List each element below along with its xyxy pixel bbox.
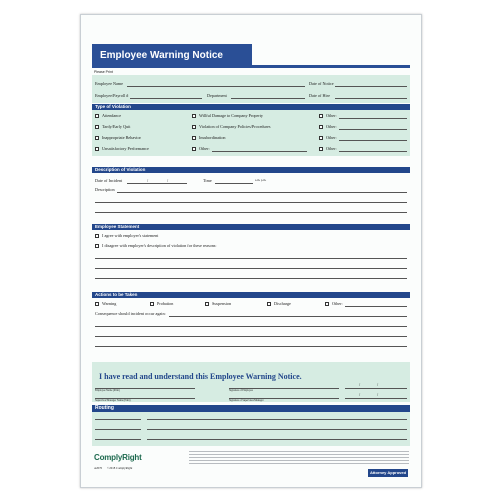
- employee-name-field[interactable]: [127, 86, 305, 87]
- statement-line-3[interactable]: [95, 278, 407, 279]
- actions-header: Actions to be Taken: [92, 292, 410, 298]
- suspension-label: Suspension: [212, 301, 232, 306]
- other-3-checkbox[interactable]: [319, 136, 323, 140]
- payroll-label: Employee/Payroll #: [95, 93, 129, 98]
- other-1-checkbox[interactable]: [319, 114, 323, 118]
- other-col2-checkbox[interactable]: [192, 147, 196, 151]
- date-of-hire-label: Date of Hire: [309, 93, 330, 98]
- description-line-3[interactable]: [95, 212, 407, 213]
- inappropriate-behavior-checkbox[interactable]: [95, 136, 99, 140]
- consequence-line-3[interactable]: [95, 336, 407, 337]
- disagree-label: I disagree with employer's description of violation for these reasons:: [102, 243, 217, 248]
- statement-line-1[interactable]: [95, 258, 407, 259]
- fine-print-block: [189, 451, 409, 465]
- ack-date-1-slash-1: /: [359, 382, 361, 387]
- warning-checkbox[interactable]: [95, 302, 99, 306]
- please-print-note: Please Print: [94, 70, 113, 74]
- date-of-notice-label: Date of Notice: [309, 81, 334, 86]
- other-action-field[interactable]: [345, 306, 407, 307]
- tardy-checkbox[interactable]: [95, 125, 99, 129]
- date-of-incident-field[interactable]: [127, 183, 187, 184]
- employee-signature-label: Signature of Employee: [229, 389, 253, 392]
- warning-notice-form: [80, 14, 422, 488]
- supervisor-sign-date-field[interactable]: [345, 398, 407, 399]
- routing-line-2[interactable]: [147, 429, 407, 430]
- other-3-field[interactable]: [339, 140, 407, 141]
- complyright-logo: ComplyRight: [94, 453, 142, 462]
- inappropriate-behavior-label: Inappropriate Behavior: [102, 135, 141, 140]
- other-action-checkbox[interactable]: [325, 302, 329, 306]
- statement-header: Employee Statement: [92, 224, 410, 230]
- form-title: Employee Warning Notice: [92, 44, 252, 68]
- probation-checkbox[interactable]: [150, 302, 154, 306]
- date-of-notice-field[interactable]: [335, 86, 407, 87]
- supervisor-signature-label: Signature of Supervisor/Manager: [229, 399, 264, 402]
- time-label: Time: [203, 178, 212, 183]
- routing-line-3[interactable]: [147, 439, 407, 440]
- other-action-label: Other:: [332, 301, 343, 306]
- warning-label: Warning: [102, 301, 117, 306]
- unsatisfactory-performance-checkbox[interactable]: [95, 147, 99, 151]
- other-4-checkbox[interactable]: [319, 147, 323, 151]
- routing-name-2[interactable]: [95, 429, 141, 430]
- willful-damage-label: Willful Damage to Company Property: [199, 113, 264, 118]
- other-col2-field[interactable]: [212, 151, 307, 152]
- time-field[interactable]: [215, 183, 253, 184]
- statement-line-2[interactable]: [95, 268, 407, 269]
- description-line-1[interactable]: [117, 192, 407, 193]
- department-label: Department: [207, 93, 227, 98]
- title-rule: [252, 65, 410, 68]
- copyright-text: ©2018 ComplyRight: [106, 466, 133, 470]
- consequence-label: Consequence should incident occur again:: [95, 311, 166, 316]
- incident-date-slash-2: /: [167, 178, 169, 183]
- suspension-checkbox[interactable]: [205, 302, 209, 306]
- description-header: Description of Violation: [92, 167, 410, 173]
- discharge-checkbox[interactable]: [267, 302, 271, 306]
- acknowledgement-statement: I have read and understand this Employee Warning Notice.: [99, 372, 302, 381]
- attendance-label: Attendance: [102, 113, 122, 118]
- payroll-field[interactable]: [130, 98, 202, 99]
- employee-sign-date-field[interactable]: [345, 388, 407, 389]
- date-of-hire-field[interactable]: [335, 98, 407, 99]
- violation-header: Type of Violation: [92, 104, 410, 110]
- date-of-incident-label: Date of Incident: [95, 178, 123, 183]
- consequence-line-1[interactable]: [169, 316, 407, 317]
- routing-name-3[interactable]: [95, 439, 141, 440]
- attorney-approved-logo: Attorney Approved: [369, 470, 407, 475]
- form-code: [94, 466, 132, 470]
- other-3-label: Other:: [326, 135, 337, 140]
- employee-name-print-label: Employee Name (Print): [95, 389, 120, 392]
- other-1-label: Other:: [326, 113, 337, 118]
- description-line-2[interactable]: [95, 202, 407, 203]
- policy-violation-label: Violation of Company Policies/Procedures: [199, 124, 271, 129]
- routing-header: Routing: [92, 405, 410, 412]
- routing-name-1[interactable]: [95, 419, 141, 420]
- department-field[interactable]: [231, 98, 305, 99]
- ack-date-1-slash-2: /: [377, 382, 379, 387]
- incident-date-slash-1: /: [147, 178, 149, 183]
- insubordination-label: Insubordination: [199, 135, 226, 140]
- willful-damage-checkbox[interactable]: [192, 114, 196, 118]
- other-1-field[interactable]: [339, 118, 407, 119]
- ampm-label: a.m. p.m.: [255, 178, 267, 182]
- attendance-checkbox[interactable]: [95, 114, 99, 118]
- ack-date-2-slash-1: /: [359, 392, 361, 397]
- unsatisfactory-performance-label: Unsatisfactory Performance: [102, 146, 149, 151]
- supervisor-name-print-label: Supervisor/Manager Name (Print): [95, 399, 131, 402]
- disagree-checkbox[interactable]: [95, 244, 99, 248]
- consequence-line-4[interactable]: [95, 346, 407, 347]
- form-code-number: A2070: [94, 466, 103, 470]
- tardy-label: Tardy/Early Quit: [102, 124, 131, 129]
- other-col2-label: Other:: [199, 146, 210, 151]
- employee-name-label: Employee Name: [95, 81, 124, 86]
- probation-label: Probation: [157, 301, 174, 306]
- other-2-field[interactable]: [339, 129, 407, 130]
- other-2-checkbox[interactable]: [319, 125, 323, 129]
- agree-label: I agree with employer's statement: [102, 233, 159, 238]
- acknowledgement-band: [92, 362, 410, 402]
- agree-checkbox[interactable]: [95, 234, 99, 238]
- other-4-label: Other:: [326, 146, 337, 151]
- ack-date-2-slash-2: /: [377, 392, 379, 397]
- policy-violation-checkbox[interactable]: [192, 125, 196, 129]
- routing-line-1[interactable]: [147, 419, 407, 420]
- insubordination-checkbox[interactable]: [192, 136, 196, 140]
- description-label: Description: [95, 187, 115, 192]
- consequence-line-2[interactable]: [95, 326, 407, 327]
- discharge-label: Discharge: [274, 301, 291, 306]
- other-2-label: Other:: [326, 124, 337, 129]
- other-4-field[interactable]: [339, 151, 407, 152]
